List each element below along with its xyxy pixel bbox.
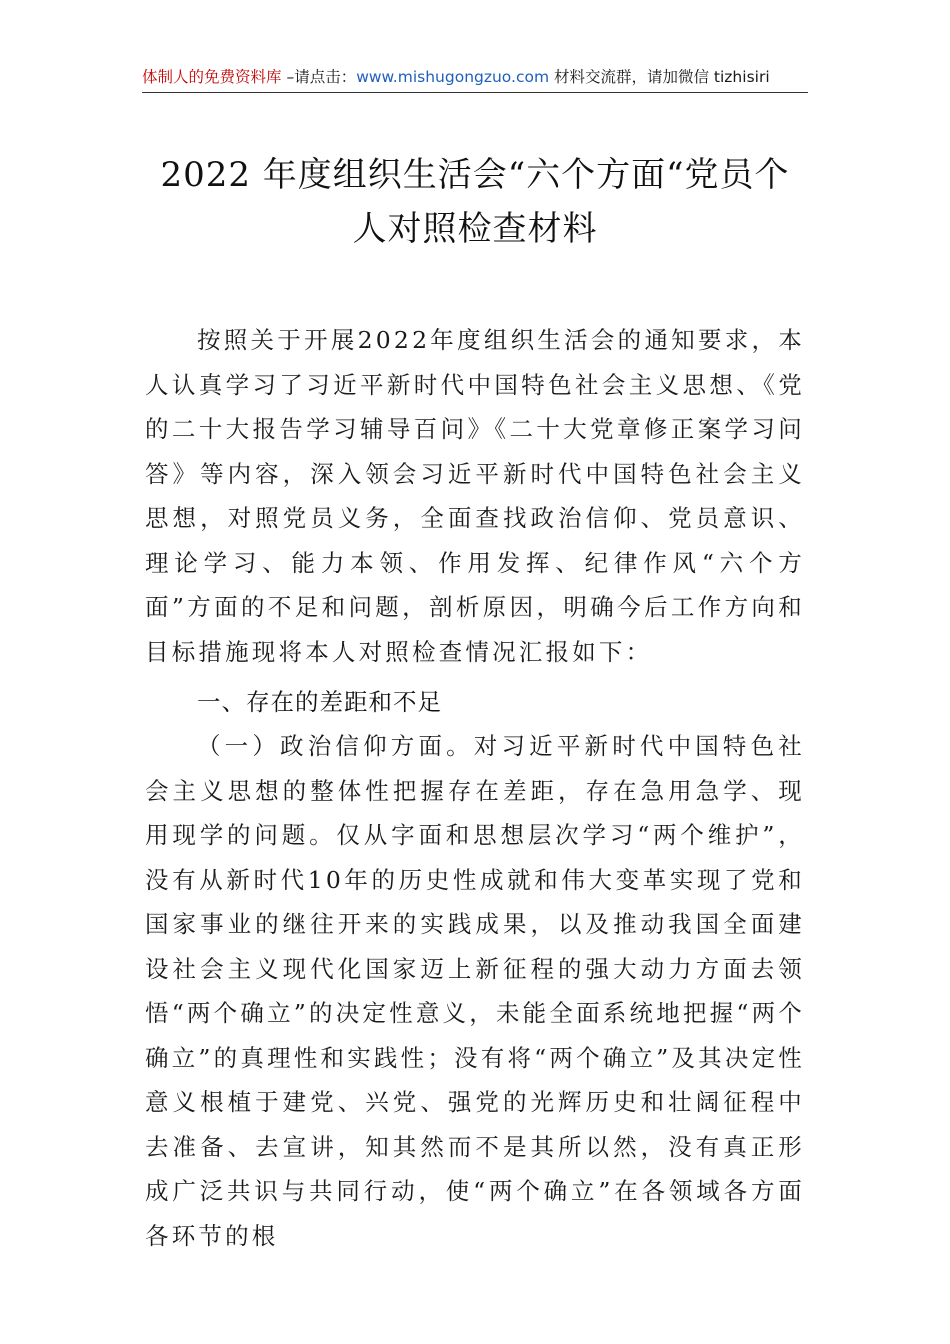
header-website-link[interactable]: www.mishugongzuo.com — [356, 68, 550, 86]
title-line-1: 2022 年度组织生活会“六个方面“党员个 — [160, 155, 790, 195]
header-brand-text: 体制人的免费资料库 — [142, 68, 282, 86]
header-click-prompt: –请点击： — [281, 68, 357, 86]
document-title — [140, 148, 810, 256]
section-1-paragraph-1: （一）政治信仰方面。对习近平新时代中国特色社会主义思想的整体性把握存在差距，存在急用急学、现用现学的问题。仅从字面和思想层次学习“两个维护”，没有从新时代10年的历史性成就和伟大变革实现了党和国家事业的继往开来的实践成果，以及推动我国全面建设社会主义现代化国家迈上新征程的强大动力方面去领悟“两个确立”的决定性意义，未能全面系统地把握“两个确立”的真理性和实践性；没有将“两个确立”及其决定性意义根植于建党、兴党、强党的光辉历史和壮阔征程中去准备、去宣讲，知其然而不是其所以然，没有真正形成广泛共识与共同行动，使“两个确立”在各领域各方面各环节的根 — [145, 732, 805, 1250]
title-line-2: 人对照检查材料 — [352, 209, 598, 249]
section-heading-1: 一、存在的差距和不足 — [197, 688, 442, 716]
page-header — [142, 62, 808, 93]
header-contact-text: 材料交流群，请加微信 tizhisiri — [549, 68, 770, 86]
intro-paragraph: 按照关于开展2022年度组织生活会的通知要求，本人认真学习了习近平新时代中国特色社会主义思想、《党的二十大报告学习辅导百问》《二十大党章修正案学习问答》等内容，深入领会习近平新时代中国特色社会主义思想，对照党员义务，全面查找政治信仰、党员意识、理论学习、能力本领、作用发挥、纪律作风“六个方面”方面的不足和问题，剖析原因，明确今后工作方向和目标措施现将本人对照检查情况汇报如下： — [145, 326, 805, 666]
